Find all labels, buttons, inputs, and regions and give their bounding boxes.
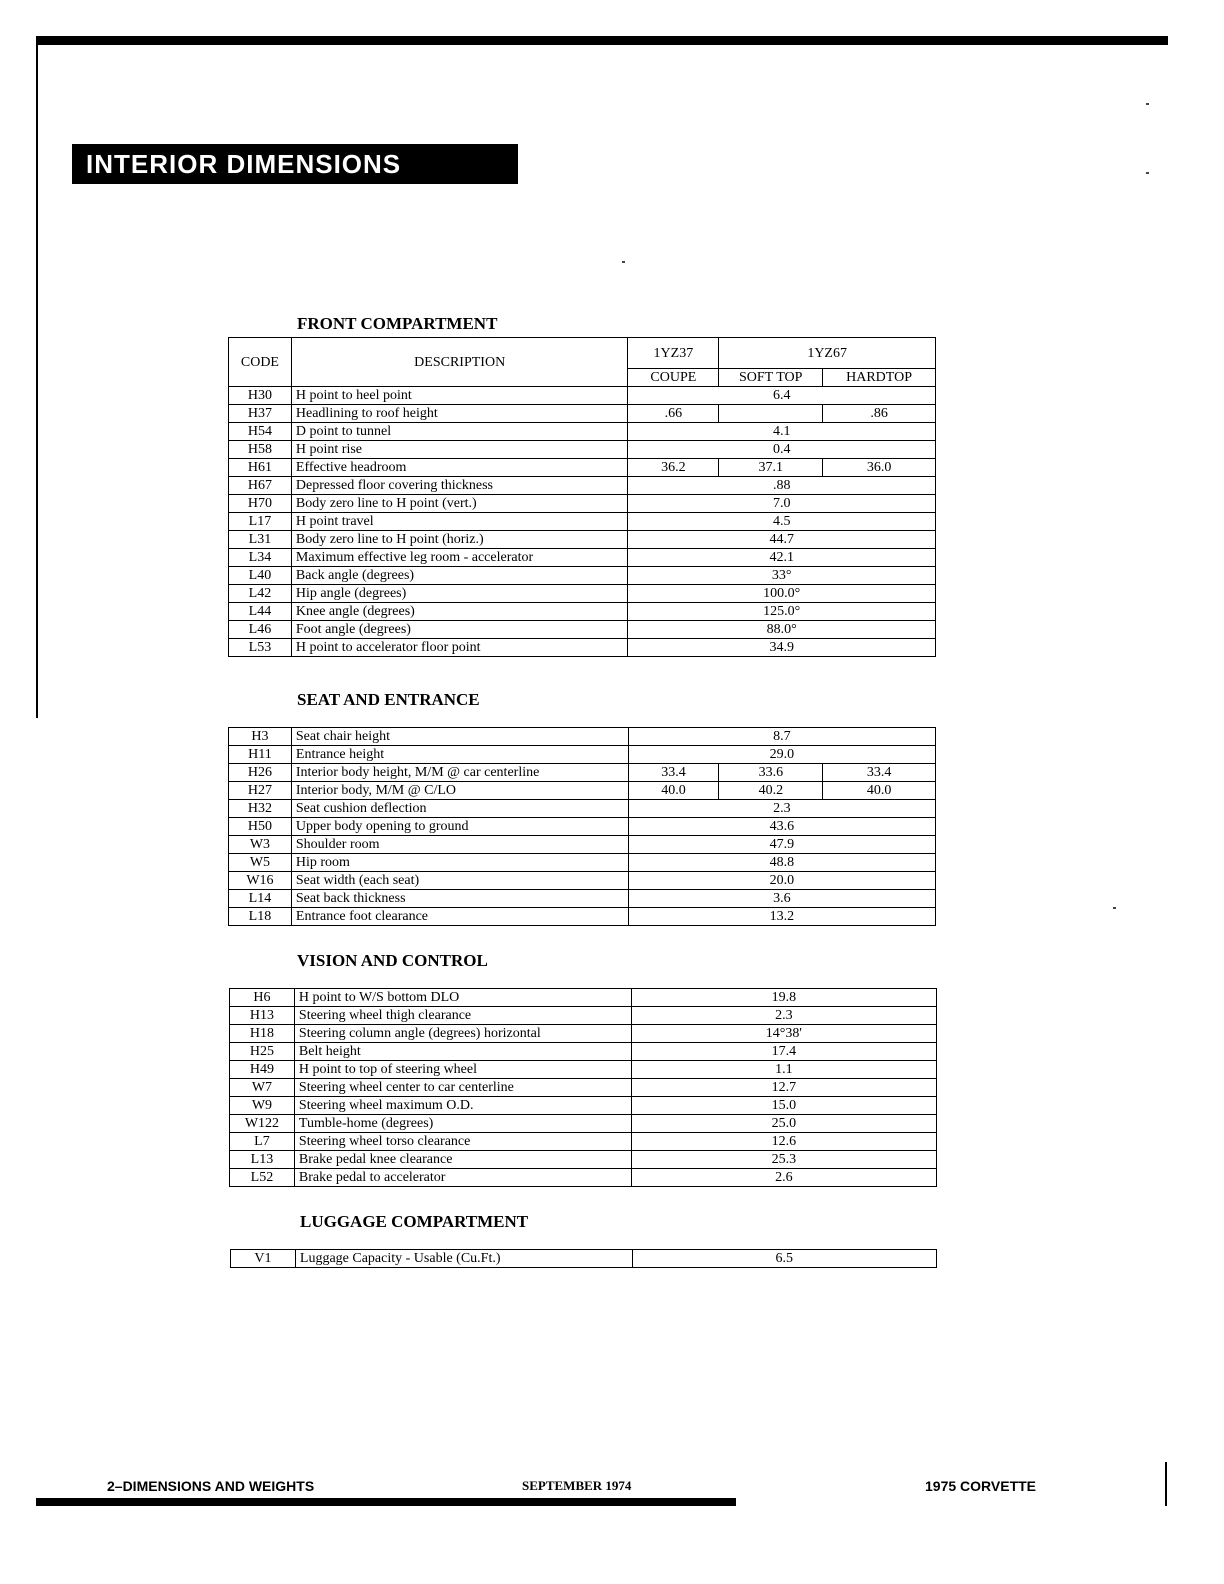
row-value-soft-top [719, 405, 823, 423]
row-code: L18 [229, 908, 292, 926]
section-title-seat: SEAT AND ENTRANCE [297, 690, 480, 709]
row-code: H58 [229, 441, 292, 459]
row-value: 20.0 [628, 872, 935, 890]
row-value: 6.5 [632, 1250, 936, 1268]
vision-table-body [230, 989, 937, 1187]
row-description: Entrance foot clearance [291, 908, 628, 926]
row-description: Body zero line to H point (horiz.) [291, 531, 628, 549]
row-description: Upper body opening to ground [291, 818, 628, 836]
row-value-hardtop: 36.0 [823, 459, 936, 477]
row-code: L42 [229, 585, 292, 603]
table-row [230, 1151, 937, 1169]
row-code: L17 [229, 513, 292, 531]
table-row [231, 1250, 937, 1268]
row-value-coupe: 40.0 [628, 782, 719, 800]
table-row [230, 1043, 937, 1061]
table-row [229, 872, 936, 890]
row-description: Effective headroom [291, 459, 628, 477]
row-description: Tumble-home (degrees) [294, 1115, 631, 1133]
page-title: INTERIOR DIMENSIONS [72, 144, 518, 184]
row-code: L46 [229, 621, 292, 639]
row-value: 14°38' [631, 1025, 936, 1043]
luggage-table [230, 1249, 937, 1268]
scan-speck [1146, 172, 1149, 174]
row-value: 19.8 [631, 989, 936, 1007]
row-code: L14 [229, 890, 292, 908]
row-code: H27 [229, 782, 292, 800]
table-row [230, 1133, 937, 1151]
table-row [229, 567, 936, 585]
table-row [229, 495, 936, 513]
row-value: 0.4 [628, 441, 936, 459]
row-value: 2.6 [631, 1169, 936, 1187]
row-description: Brake pedal knee clearance [294, 1151, 631, 1169]
row-code: H70 [229, 495, 292, 513]
row-description: Steering column angle (degrees) horizontal [294, 1025, 631, 1043]
row-value-soft-top: 37.1 [719, 459, 823, 477]
header-coupe: COUPE [628, 369, 719, 387]
row-value: 25.0 [631, 1115, 936, 1133]
table-row [229, 387, 936, 405]
table-row [229, 513, 936, 531]
footer-rule [36, 1498, 736, 1506]
section-title-front: FRONT COMPARTMENT [297, 314, 498, 333]
row-code: H18 [230, 1025, 295, 1043]
luggage-table-body [231, 1250, 937, 1268]
row-description: H point to heel point [291, 387, 628, 405]
table-row [229, 890, 936, 908]
row-value-coupe: 33.4 [628, 764, 719, 782]
row-value-coupe: .66 [628, 405, 719, 423]
row-code: L44 [229, 603, 292, 621]
row-code: L40 [229, 567, 292, 585]
row-description: Knee angle (degrees) [291, 603, 628, 621]
scan-speck [1146, 103, 1149, 105]
row-description: Steering wheel maximum O.D. [294, 1097, 631, 1115]
table-row [229, 818, 936, 836]
row-description: Steering wheel center to car centerline [294, 1079, 631, 1097]
header-group-1yz37: 1YZ37 [628, 338, 719, 369]
row-code: W5 [229, 854, 292, 872]
table-row [230, 1061, 937, 1079]
row-value: 2.3 [628, 800, 935, 818]
row-code: L7 [230, 1133, 295, 1151]
row-code: H37 [229, 405, 292, 423]
row-value: 100.0° [628, 585, 936, 603]
row-description: Headlining to roof height [291, 405, 628, 423]
row-code: W16 [229, 872, 292, 890]
row-description: Maximum effective leg room - accelerator [291, 549, 628, 567]
row-description: Hip room [291, 854, 628, 872]
row-value: 33° [628, 567, 936, 585]
row-value: 12.7 [631, 1079, 936, 1097]
row-description: Shoulder room [291, 836, 628, 854]
row-value: 44.7 [628, 531, 936, 549]
table-row [229, 405, 936, 423]
table-row [230, 1025, 937, 1043]
row-value-hardtop: 33.4 [823, 764, 936, 782]
scan-speck [1113, 907, 1116, 909]
row-description: Interior body height, M/M @ car centerline [291, 764, 628, 782]
footer-left: 2–DIMENSIONS AND WEIGHTS [107, 1478, 315, 1494]
row-code: W122 [230, 1115, 295, 1133]
header-description: DESCRIPTION [291, 338, 628, 387]
seat-entrance-table [228, 727, 936, 926]
row-description: Steering wheel thigh clearance [294, 1007, 631, 1025]
front-table-body [229, 387, 936, 657]
row-code: L34 [229, 549, 292, 567]
row-value: 6.4 [628, 387, 936, 405]
row-description: Seat chair height [291, 728, 628, 746]
row-description: H point travel [291, 513, 628, 531]
row-value: 4.5 [628, 513, 936, 531]
table-row [230, 1169, 937, 1187]
row-code: H6 [230, 989, 295, 1007]
row-value: 1.1 [631, 1061, 936, 1079]
row-code: L13 [230, 1151, 295, 1169]
row-value: 8.7 [628, 728, 935, 746]
row-description: Entrance height [291, 746, 628, 764]
row-description: H point to top of steering wheel [294, 1061, 631, 1079]
row-code: H26 [229, 764, 292, 782]
row-description: Depressed floor covering thickness [291, 477, 628, 495]
vision-control-table [229, 988, 937, 1187]
table-row [229, 639, 936, 657]
table-row [229, 764, 936, 782]
row-value: 42.1 [628, 549, 936, 567]
row-code: L31 [229, 531, 292, 549]
row-code: W9 [230, 1097, 295, 1115]
row-description: Seat cushion deflection [291, 800, 628, 818]
row-value-hardtop: .86 [823, 405, 936, 423]
row-code: H50 [229, 818, 292, 836]
row-value: 43.6 [628, 818, 935, 836]
section-title-vision: VISION AND CONTROL [297, 951, 488, 970]
table-row [229, 549, 936, 567]
row-description: Luggage Capacity - Usable (Cu.Ft.) [295, 1250, 632, 1268]
row-code: L53 [229, 639, 292, 657]
row-value-soft-top: 33.6 [719, 764, 823, 782]
row-value: 3.6 [628, 890, 935, 908]
row-description: Steering wheel torso clearance [294, 1133, 631, 1151]
row-code: H32 [229, 800, 292, 818]
table-row [229, 854, 936, 872]
table-row [230, 1115, 937, 1133]
row-description: Foot angle (degrees) [291, 621, 628, 639]
table-row [229, 746, 936, 764]
table-row [229, 603, 936, 621]
front-compartment-table [228, 337, 936, 657]
footer-right: 1975 CORVETTE [925, 1478, 1037, 1494]
row-description: Brake pedal to accelerator [294, 1169, 631, 1187]
row-value-hardtop: 40.0 [823, 782, 936, 800]
row-code: H67 [229, 477, 292, 495]
row-code: L52 [230, 1169, 295, 1187]
row-value: 125.0° [628, 603, 936, 621]
row-code: H30 [229, 387, 292, 405]
row-value: 48.8 [628, 854, 935, 872]
row-code: H13 [230, 1007, 295, 1025]
row-description: H point to accelerator floor point [291, 639, 628, 657]
row-value-soft-top: 40.2 [719, 782, 823, 800]
top-rule [36, 36, 1168, 45]
row-value: 2.3 [631, 1007, 936, 1025]
table-row [230, 1097, 937, 1115]
table-row [229, 441, 936, 459]
row-code: H61 [229, 459, 292, 477]
seat-table-body [229, 728, 936, 926]
row-description: Back angle (degrees) [291, 567, 628, 585]
row-value: 4.1 [628, 423, 936, 441]
table-row [229, 477, 936, 495]
table-row [229, 728, 936, 746]
table-row [229, 585, 936, 603]
row-description: H point to W/S bottom DLO [294, 989, 631, 1007]
row-value: 7.0 [628, 495, 936, 513]
row-code: H3 [229, 728, 292, 746]
table-row [229, 800, 936, 818]
row-description: Body zero line to H point (vert.) [291, 495, 628, 513]
row-code: H49 [230, 1061, 295, 1079]
left-rule [36, 36, 38, 718]
row-description: Belt height [294, 1043, 631, 1061]
row-value-coupe: 36.2 [628, 459, 719, 477]
row-code: W7 [230, 1079, 295, 1097]
header-group-1yz67: 1YZ67 [719, 338, 936, 369]
table-row [229, 621, 936, 639]
row-code: H54 [229, 423, 292, 441]
row-code: H11 [229, 746, 292, 764]
row-description: Seat width (each seat) [291, 872, 628, 890]
table-row [230, 989, 937, 1007]
header-code: CODE [229, 338, 292, 387]
table-row [229, 908, 936, 926]
row-value: 88.0° [628, 621, 936, 639]
row-description: Hip angle (degrees) [291, 585, 628, 603]
header-soft-top: SOFT TOP [719, 369, 823, 387]
table-row [230, 1079, 937, 1097]
row-value: 25.3 [631, 1151, 936, 1169]
row-description: H point rise [291, 441, 628, 459]
table-row [229, 531, 936, 549]
row-value: 47.9 [628, 836, 935, 854]
row-value: .88 [628, 477, 936, 495]
table-row [229, 782, 936, 800]
table-row [230, 1007, 937, 1025]
footer-center: SEPTEMBER 1974 [522, 1478, 632, 1493]
row-value: 13.2 [628, 908, 935, 926]
table-row [229, 459, 936, 477]
scan-speck [622, 261, 625, 263]
row-code: H25 [230, 1043, 295, 1061]
row-value: 29.0 [628, 746, 935, 764]
row-value: 34.9 [628, 639, 936, 657]
table-row [229, 423, 936, 441]
header-hardtop: HARDTOP [823, 369, 936, 387]
section-title-luggage: LUGGAGE COMPARTMENT [300, 1212, 529, 1231]
right-tick [1165, 1462, 1167, 1506]
row-value: 15.0 [631, 1097, 936, 1115]
row-description: D point to tunnel [291, 423, 628, 441]
row-description: Seat back thickness [291, 890, 628, 908]
row-description: Interior body, M/M @ C/LO [291, 782, 628, 800]
row-value: 17.4 [631, 1043, 936, 1061]
row-value: 12.6 [631, 1133, 936, 1151]
row-code: W3 [229, 836, 292, 854]
row-code: V1 [231, 1250, 296, 1268]
table-row [229, 836, 936, 854]
